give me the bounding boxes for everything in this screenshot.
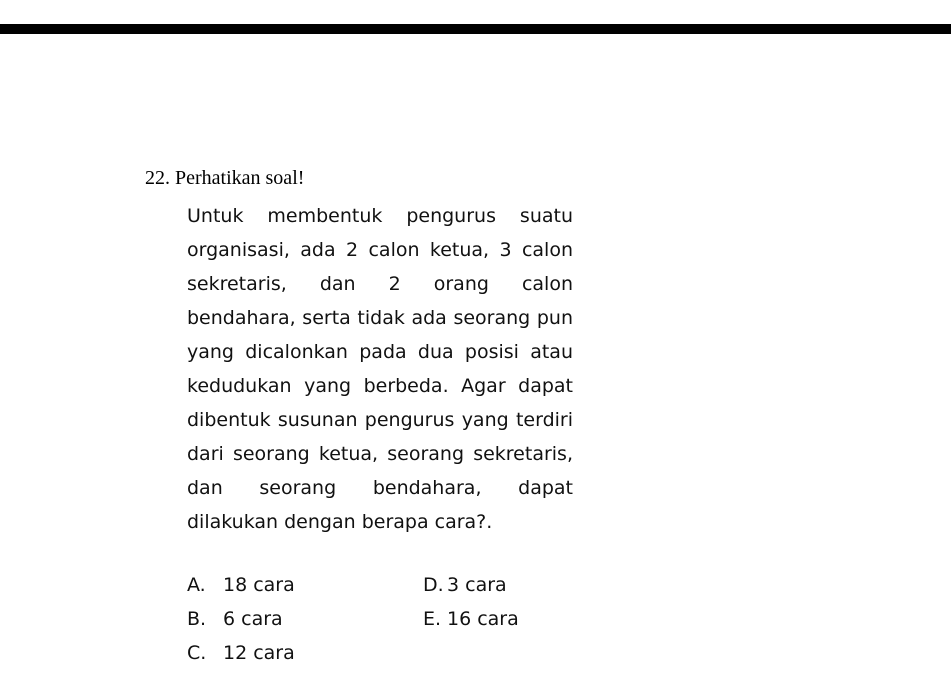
option-d-letter: D. [423,574,444,596]
top-rule [0,24,951,34]
options-row-1 [187,568,587,602]
question-title: 22. Perhatikan soal! [145,167,305,189]
option-d-text: 3 cara [447,574,507,596]
options-row-3 [187,636,587,670]
option-e-letter: E. [423,608,442,630]
option-c[interactable] [187,636,295,670]
option-a-text: 18 cara [223,574,295,596]
option-d[interactable] [423,568,507,602]
options-row-2 [187,602,587,636]
option-e[interactable] [423,602,519,636]
option-a[interactable] [187,568,295,602]
answer-options [187,568,587,670]
question-text: Untuk membentuk pengurus suatu organisasi, ada 2 calon ketua, 3 calon sekretaris, dan 2 orang calon bendahara, serta tidak ada seorang pun yang dicalonkan pada dua posisi atau kedudukan yang berbeda. Agar dapat dibentuk susunan pengurus yang terdiri dari seorang ketua, seorang sekretaris, dan seorang bendahara, dapat dilakukan dengan berapa cara?. [187,205,573,533]
option-a-letter: A. [187,574,206,596]
option-c-letter: C. [187,642,207,664]
option-b[interactable] [187,602,283,636]
option-e-text: 16 cara [447,608,519,630]
option-c-text: 12 cara [223,642,295,664]
option-b-text: 6 cara [223,608,283,630]
option-b-letter: B. [187,608,207,630]
